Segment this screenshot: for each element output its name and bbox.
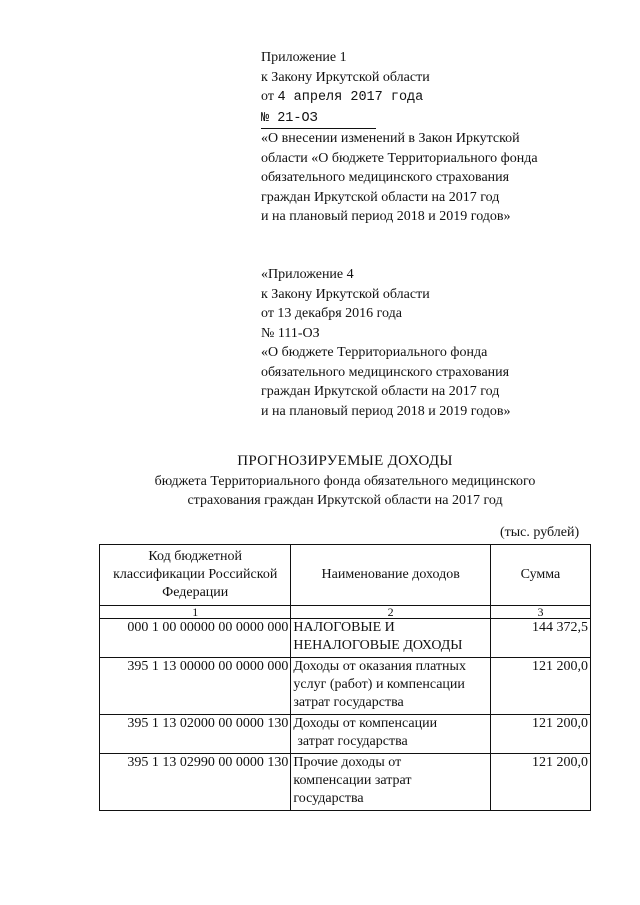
row-name-line: Доходы от оказания платных <box>293 659 466 674</box>
appendix-4-header <box>261 265 511 421</box>
table-row <box>100 619 591 658</box>
row-name-line: затрат государства <box>293 695 404 710</box>
header-code-line: классификации Российской <box>113 567 278 582</box>
appendix-4-desc-line: обязательного медицинского страхования <box>261 364 510 380</box>
appendix-4-number: № 111-ОЗ <box>261 325 320 341</box>
appendix-1-number-value: № 21-ОЗ <box>261 109 376 130</box>
appendix-4-desc-line: «О бюджете Территориального фонда <box>261 345 488 360</box>
units-label: (тыс. рублей) <box>500 525 580 540</box>
appendix-1-law-ref: к Закону Иркутской области <box>261 69 430 85</box>
table-row <box>100 658 591 715</box>
appendix-1-header <box>261 48 538 227</box>
table-row <box>100 754 591 811</box>
header-code <box>100 545 291 606</box>
header-sum: Сумма <box>490 545 590 606</box>
appendix-1-desc-line: граждан Иркутской области на 2017 год <box>261 189 500 205</box>
row-name-line: государства <box>293 791 364 806</box>
document-subtitle-line: бюджета Территориального фонда обязательного медицинского <box>154 473 536 489</box>
table-row <box>100 715 591 754</box>
income-table <box>99 544 591 811</box>
appendix-1-date-value: 4 апреля 2017 года <box>277 90 424 105</box>
appendix-4-desc-line: граждан Иркутской области на 2017 год <box>261 384 500 399</box>
appendix-4-label: «Приложение 4 <box>261 267 354 282</box>
column-number-row <box>100 606 591 619</box>
header-code-line: Федерации <box>162 585 229 600</box>
appendix-1-desc-line: области «О бюджете Территориального фонда <box>261 150 538 166</box>
appendix-1-number <box>261 108 538 130</box>
appendix-1-desc-line: обязательного медицинского страхования <box>261 170 510 185</box>
row-name <box>291 754 491 811</box>
row-code: 395 1 13 02990 00 0000 130 <box>100 754 291 811</box>
row-code: 395 1 13 02000 00 0000 130 <box>100 715 291 754</box>
row-name-line: Прочие доходы от <box>293 755 402 770</box>
appendix-4-desc-line: и на плановый период 2018 и 2019 годов» <box>261 403 511 419</box>
appendix-1-desc-line: и на плановый период 2018 и 2019 годов» <box>261 209 511 224</box>
document-title: ПРОГНОЗИРУЕМЫЕ ДОХОДЫ <box>237 453 453 469</box>
row-name-line: компенсации затрат <box>293 773 412 788</box>
appendix-1-date <box>261 87 538 108</box>
header-code-line: Код бюджетной <box>148 549 243 564</box>
appendix-1-date-prefix: от <box>261 89 274 104</box>
row-code: 395 1 13 00000 00 0000 000 <box>100 658 291 715</box>
row-name <box>291 715 491 754</box>
row-name-line: услуг (работ) и компенсации <box>293 677 465 692</box>
row-sum: 121 200,0 <box>490 754 590 811</box>
appendix-4-law-ref: к Закону Иркутской области <box>261 286 430 302</box>
header-name: Наименование доходов <box>291 545 491 606</box>
row-sum: 121 200,0 <box>490 658 590 715</box>
row-name <box>291 658 491 715</box>
column-number: 3 <box>490 606 590 619</box>
document-title-block <box>0 452 640 511</box>
document-subtitle-line: страхования граждан Иркутской области на 2017 год <box>187 493 503 508</box>
column-number: 2 <box>291 606 491 619</box>
row-name-line: НЕНАЛОГОВЫЕ ДОХОДЫ <box>293 638 463 653</box>
appendix-4-date: от 13 декабря 2016 года <box>261 306 402 321</box>
row-name-line: Доходы от компенсации <box>293 716 438 731</box>
appendix-1-label: Приложение 1 <box>261 50 347 65</box>
appendix-1-desc-line: «О внесении изменений в Закон Иркутской <box>261 131 520 146</box>
column-number: 1 <box>100 606 291 619</box>
row-sum: 121 200,0 <box>490 715 590 754</box>
row-name-line: затрат государства <box>297 734 408 749</box>
row-code: 000 1 00 00000 00 0000 000 <box>100 619 291 658</box>
table-header-row <box>100 545 591 606</box>
row-name-line: НАЛОГОВЫЕ И <box>293 620 395 635</box>
row-sum: 144 372,5 <box>490 619 590 658</box>
row-name <box>291 619 491 658</box>
